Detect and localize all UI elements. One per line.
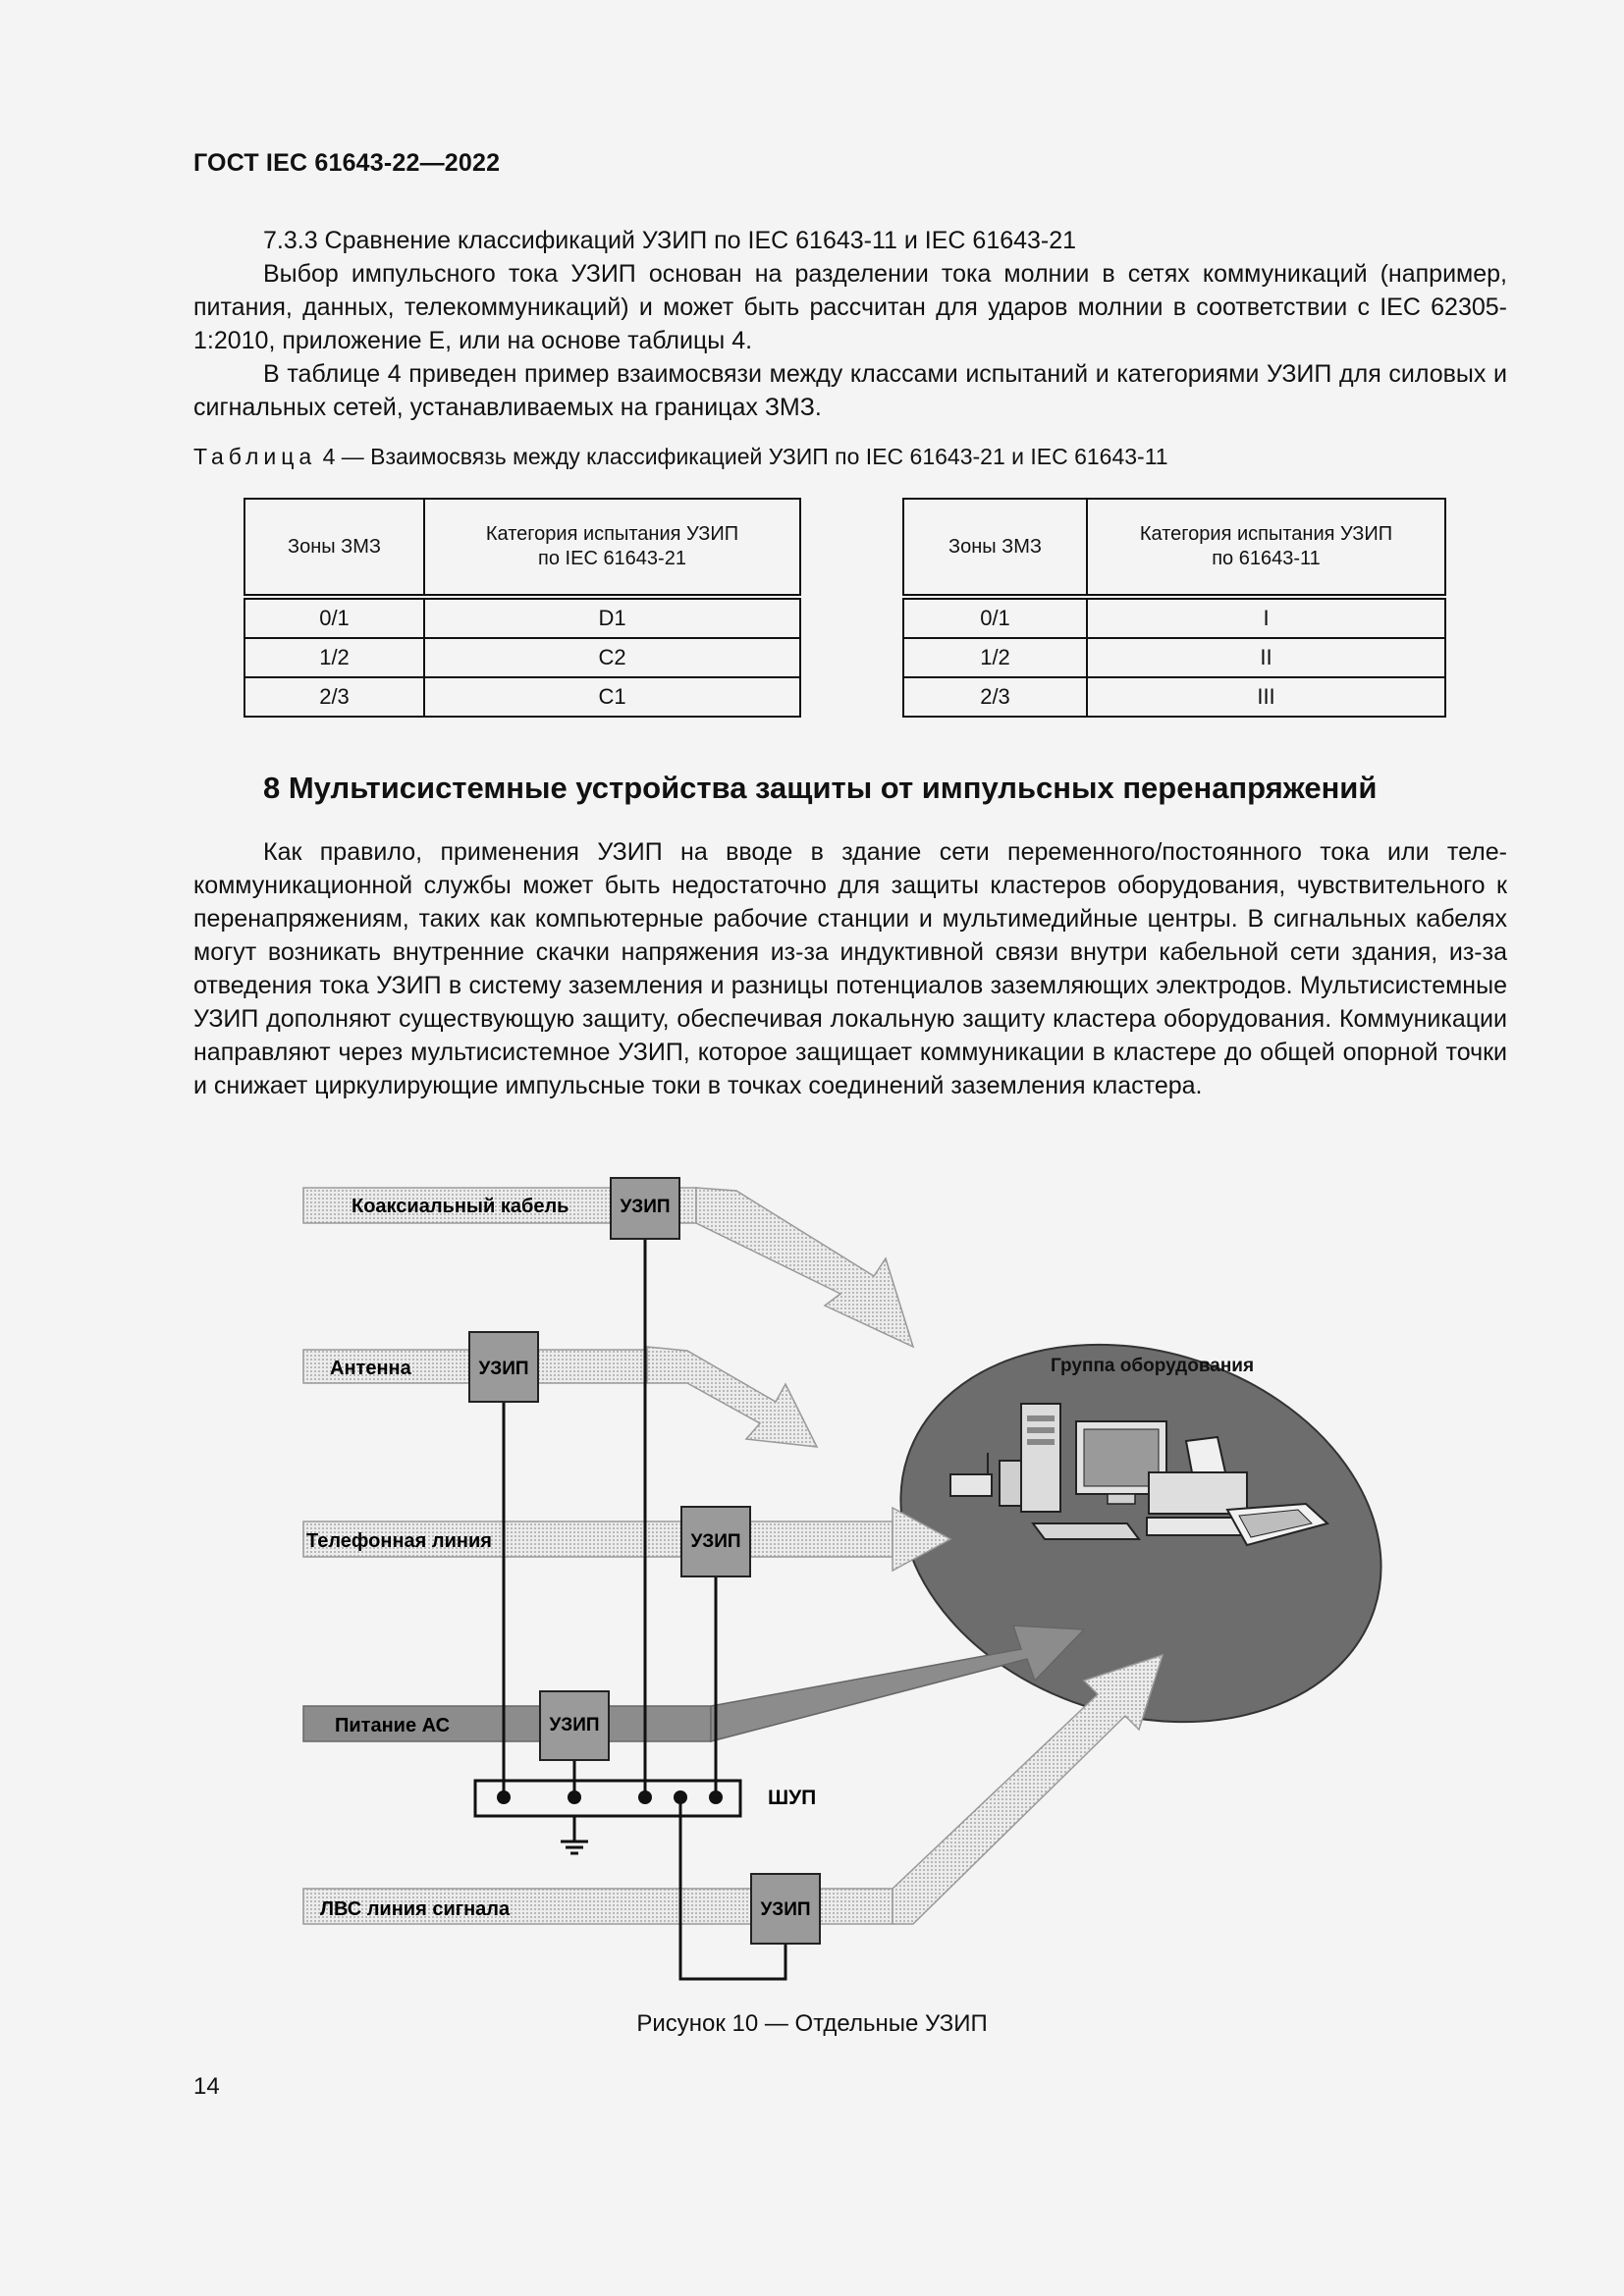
page-number: 14 — [193, 2073, 220, 2100]
table-header-line: по IEC 61643-21 — [538, 548, 686, 569]
table-cell: I — [1087, 597, 1445, 638]
table-header-line: по 61643-11 — [1212, 548, 1321, 569]
table-caption-label: Таблица — [193, 444, 317, 469]
bus-bar — [475, 1781, 740, 1816]
arrow-icon — [696, 1188, 913, 1347]
arrow-icon — [647, 1347, 817, 1447]
telephone-line — [303, 1508, 950, 1571]
document-header: ГОСТ IEC 61643-22—2022 — [193, 149, 501, 177]
power-ac-line — [303, 1626, 1084, 1741]
line-label-antenna: Антенна — [330, 1358, 411, 1379]
bus-label: ШУП — [768, 1787, 817, 1809]
line-label-coaxial: Коаксиальный кабель — [352, 1196, 569, 1217]
paragraph: Выбор импульсного тока УЗИП основан на разделении тока молнии в сетях коммуникаций (например, питания, данных, телекоммуникаций) и может быть рассчитан для ударов молнии в соответствии с IEC 62305-1:2010, приложение Е, или на основе таблицы 4. — [193, 260, 1507, 354]
table-cell: II — [1087, 638, 1445, 677]
table-caption-text: — Взаимосвязь между классификацией УЗИП по IEC 61643-21 и IEC 61643-11 — [341, 444, 1168, 469]
table-cell: 1/2 — [903, 638, 1087, 677]
table-header-zones: Зоны ЗМЗ — [903, 499, 1087, 597]
spd-coaxial — [611, 1178, 679, 1239]
table-cell: 0/1 — [244, 597, 424, 638]
table-header-zones: Зоны ЗМЗ — [244, 499, 424, 597]
line-label-telephone: Телефонная линия — [306, 1530, 492, 1552]
arrow-icon — [711, 1626, 1084, 1741]
table-caption-number: 4 — [322, 444, 336, 469]
spd-label: УЗИП — [549, 1715, 600, 1735]
figure-caption: Рисунок 10 — Отдельные УЗИП — [636, 2010, 988, 2037]
spd-lan — [751, 1874, 820, 1944]
paragraph: В таблице 4 приведен пример взаимосвязи между классами испытаний и категориями УЗИП для силовых и сигнальных сетей, устанавливаемых на границах ЗМЗ. — [193, 360, 1507, 421]
spd-label: УЗИП — [690, 1531, 741, 1552]
spd-antenna — [469, 1332, 538, 1402]
table-header-line: Категория испытания УЗИП — [1139, 523, 1393, 545]
line-label-lan: ЛВС линия сигнала — [320, 1898, 511, 1920]
table-header-line: Категория испытания УЗИП — [485, 523, 739, 545]
table-cell: III — [1087, 677, 1445, 717]
antenna-line — [303, 1347, 817, 1447]
table-cell: D1 — [424, 597, 800, 638]
table-cell: C2 — [424, 638, 800, 677]
spd-power — [540, 1691, 609, 1760]
spd-label: УЗИП — [620, 1197, 671, 1217]
table-cell: 1/2 — [244, 638, 424, 677]
subsection-heading: 7.3.3 Сравнение классификаций УЗИП по IEC 61643-11 и IEC 61643-21 — [263, 227, 1077, 254]
line-label-power: Питание АС — [335, 1715, 451, 1736]
arrow-icon — [893, 1655, 1163, 1924]
spd-telephone — [681, 1507, 750, 1576]
table-cell: C1 — [424, 677, 800, 717]
table-cell: 2/3 — [903, 677, 1087, 717]
table-cell: 0/1 — [903, 597, 1087, 638]
section-title: 8 Мультисистемные устройства защиты от импульсных перенапряжений — [263, 771, 1378, 805]
coaxial-line — [303, 1188, 913, 1347]
spd-label: УЗИП — [760, 1899, 811, 1920]
table-cell: 2/3 — [244, 677, 424, 717]
paragraph: Как правило, применения УЗИП на вводе в здание сети переменного/постоянного тока или телекоммуникационной службы может быть недостаточно для защиты кластеров оборудования, чувствительного к перенапряжениям, таких как компьютерные рабочие станции и мультимедийные центры. В сигнальных кабелях могут возникать внутренние скачки напряжения из-за индуктивной связи внутри кабельной сети здания, из-за отведения тока УЗИП в систему заземления и разницы потенциалов заземляющих электродов. Мультисистемные УЗИП дополняют существующую защиту, обеспечивая локальную защиту кластера оборудования. Коммуникации направляют через мультисистемное УЗИП, которое защищает коммуникации в кластере до общей опорной точки и снижает циркулирующие импульсные токи в точках соединений заземления кластера. — [193, 838, 1507, 1099]
equipment-group-label: Группа оборудования — [1051, 1356, 1255, 1376]
spd-label: УЗИП — [478, 1359, 529, 1379]
